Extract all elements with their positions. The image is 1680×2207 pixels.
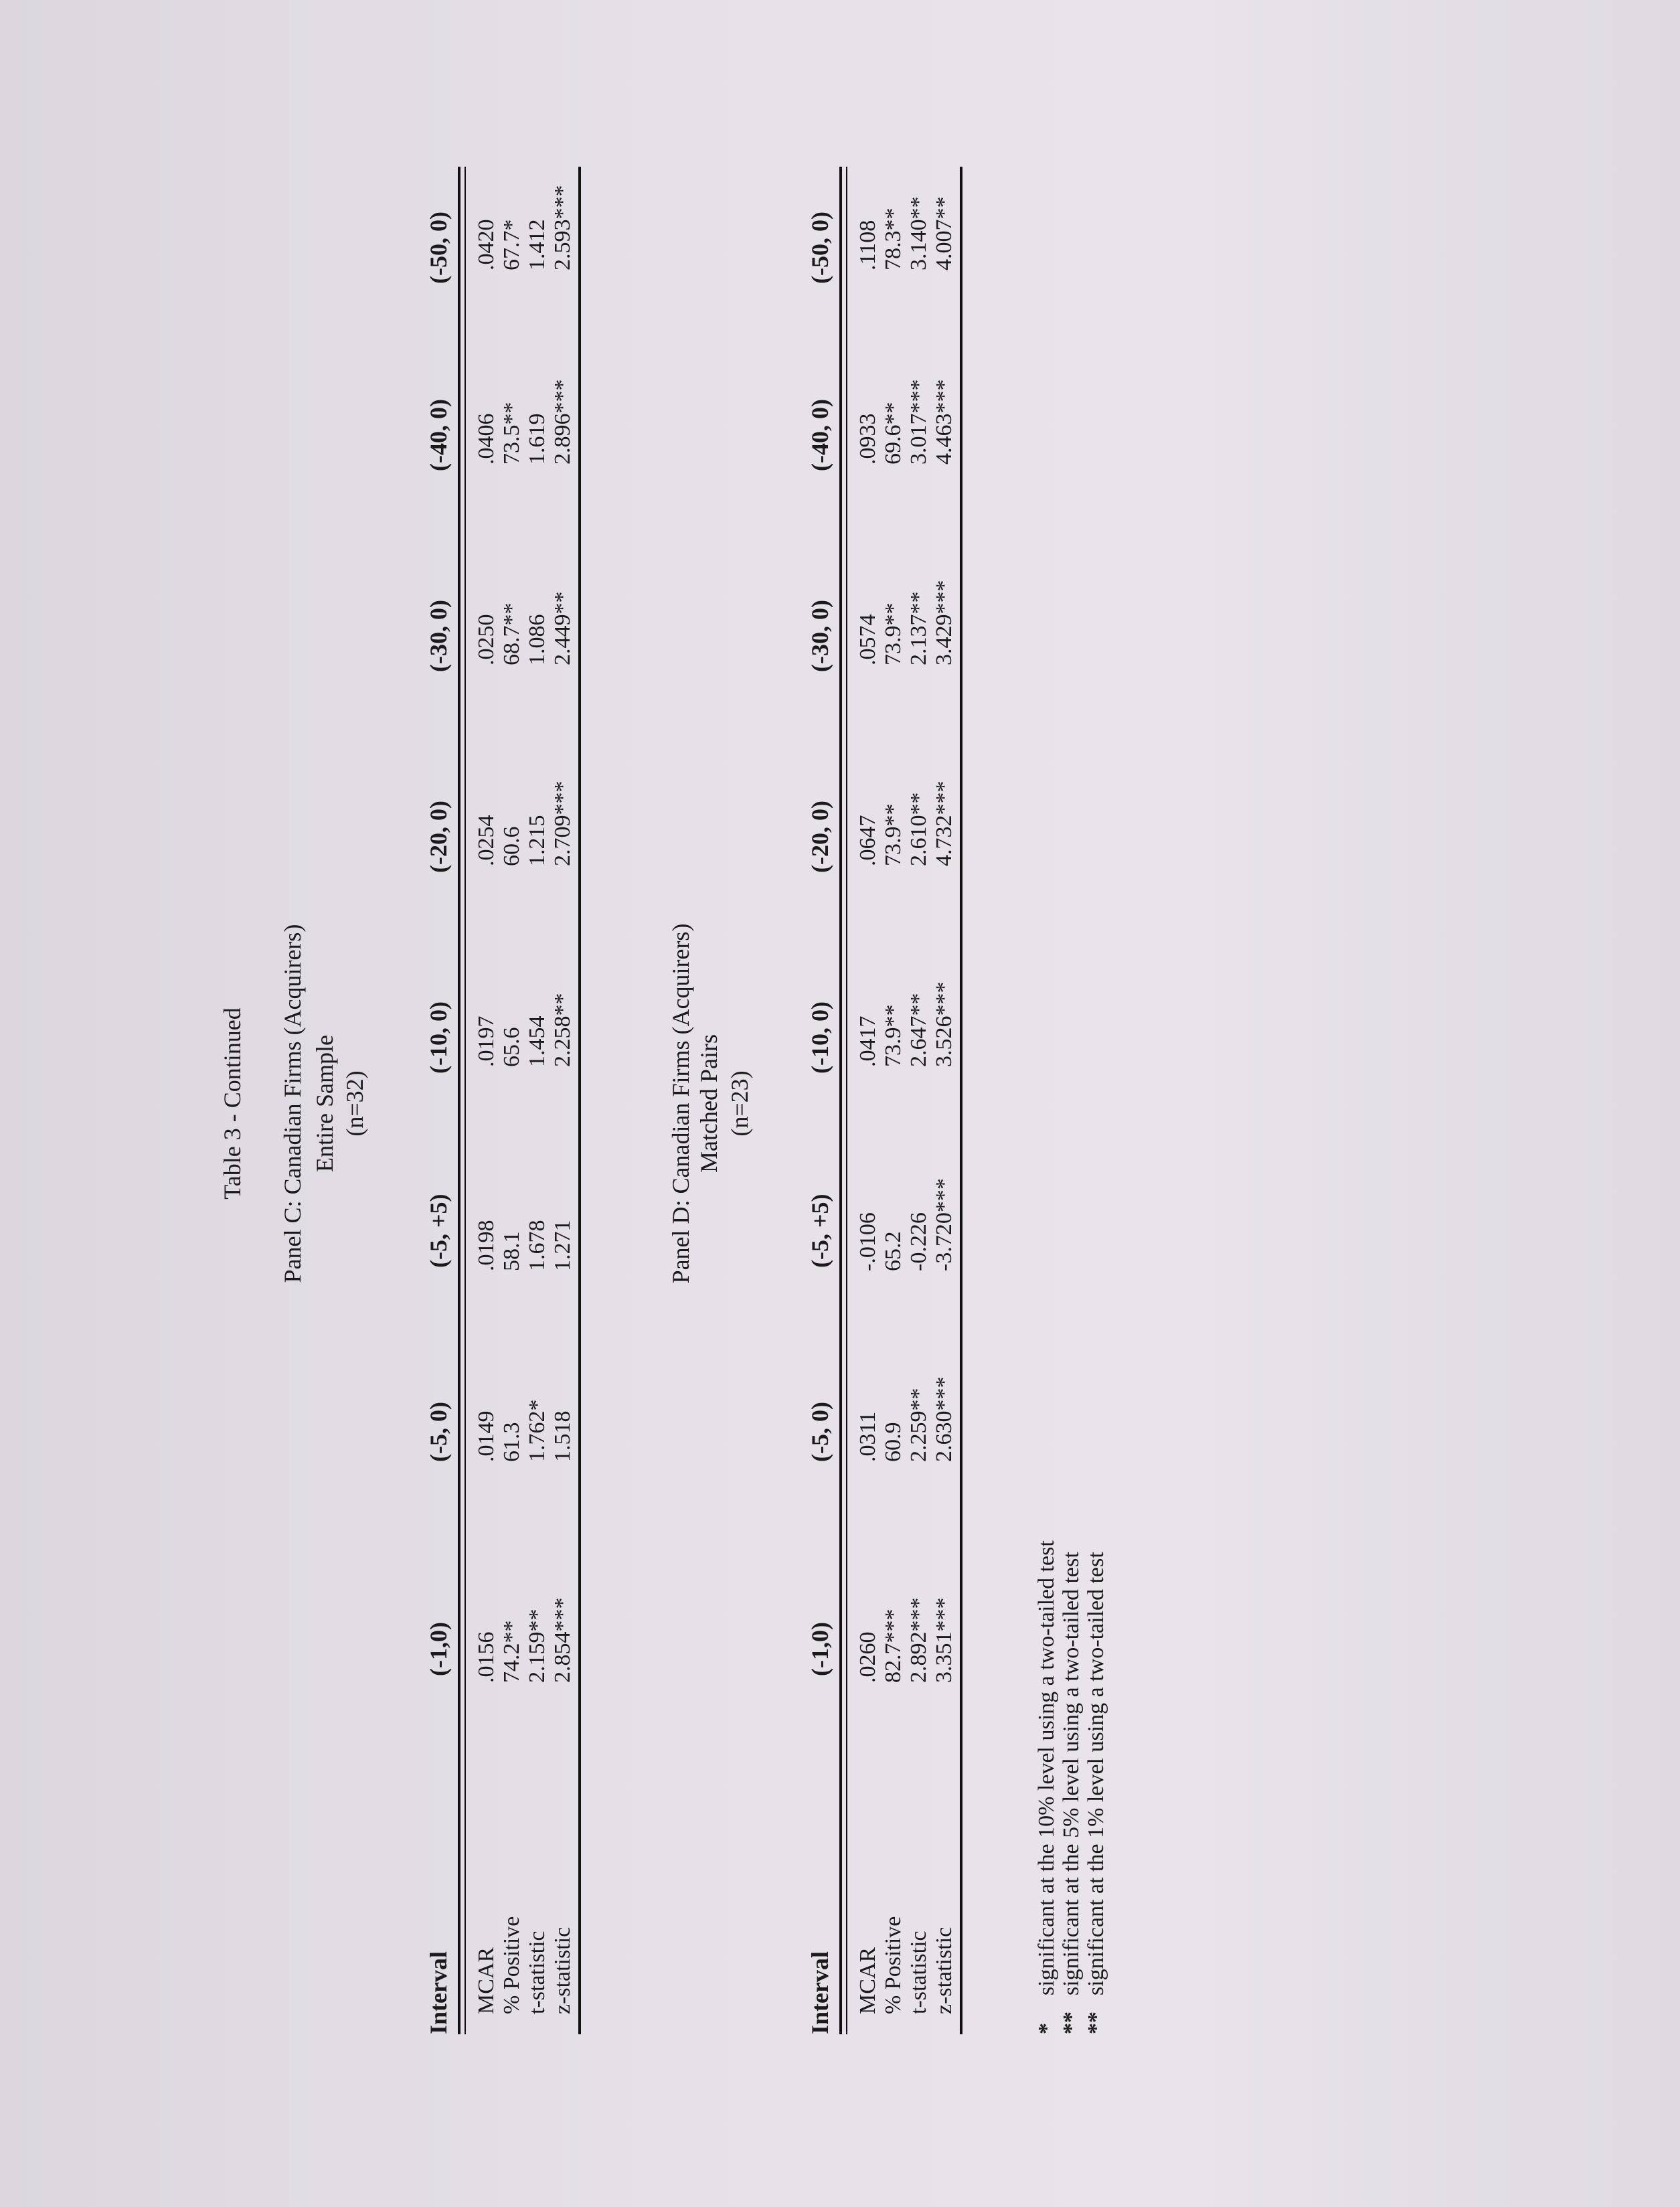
table-cell: 1.518	[550, 1410, 575, 1462]
table-cell: 4.463***	[932, 379, 956, 465]
table-cell: 58.1	[499, 1231, 524, 1271]
table-cell: 2.854***	[550, 1597, 575, 1683]
header-cell: (-5, +5)	[425, 1194, 452, 1268]
header-rule	[458, 167, 466, 2034]
table-cell: 3.429***	[932, 580, 956, 665]
table-cell: 2.892***	[906, 1597, 931, 1683]
table-title: Table 3 - Continued	[219, 1007, 246, 1200]
header-cell: (-10, 0)	[807, 1001, 833, 1074]
header-cell: (-30, 0)	[807, 600, 833, 672]
table-cell: 2.647**	[906, 993, 931, 1067]
row-label: t-statistic	[525, 1931, 550, 2014]
table-body	[466, 167, 576, 2034]
header-cell: (-40, 0)	[425, 399, 452, 471]
table-cell: 4.007**	[932, 196, 956, 270]
table-cell: 2.259**	[906, 1388, 931, 1462]
footnote-marker: **	[1084, 2012, 1108, 2034]
table-cell: 60.6	[499, 826, 524, 866]
significance-notes	[1034, 1540, 1108, 2034]
table-row	[525, 167, 550, 2034]
footnote-marker: *	[1034, 2023, 1059, 2034]
table-cell: 61.3	[499, 1422, 524, 1462]
table-cell: .0647	[855, 815, 880, 866]
footnote	[1059, 1540, 1084, 2034]
header-cell: (-5, +5)	[807, 1194, 833, 1268]
row-label: t-statistic	[906, 1931, 931, 2014]
table-cell: 73.5**	[499, 402, 524, 465]
footnote-text: significant at the 10% level using a two-tailed test	[1034, 1540, 1059, 1995]
footnote	[1034, 1540, 1059, 2034]
table-header-row	[802, 167, 839, 2034]
footnote	[1084, 1540, 1108, 2034]
panel-d-caption: Panel D: Canadian Firms (Acquirers)	[667, 923, 694, 1284]
bottom-rule	[960, 167, 962, 2034]
header-cell: (-10, 0)	[425, 1001, 452, 1074]
table-cell: -3.720***	[932, 1178, 956, 1271]
table-row	[499, 167, 525, 2034]
table-cell: 1.271	[550, 1220, 575, 1271]
table-cell: 73.9**	[881, 1004, 906, 1067]
table-cell: .0420	[474, 219, 499, 270]
table-cell: 2.630***	[932, 1376, 956, 1462]
table-cell: 1.412	[525, 219, 550, 270]
table-cell: 2.159**	[525, 1609, 550, 1683]
table-cell: 78.3**	[881, 208, 906, 270]
table-cell: 1.762*	[525, 1399, 550, 1462]
row-label: MCAR	[855, 1947, 880, 2014]
table-cell: .0250	[474, 614, 499, 665]
table-row	[474, 167, 499, 2034]
table-cell: .0417	[855, 1015, 880, 1067]
table-cell: .0406	[474, 413, 499, 465]
header-cell: Interval	[425, 1951, 452, 2034]
table-cell: 1.678	[525, 1220, 550, 1271]
footnote-text: significant at the 1% level using a two-tailed test	[1084, 1552, 1108, 1995]
table-row	[550, 167, 576, 2034]
row-label: % Positive	[499, 1916, 524, 2014]
table-cell: 60.9	[881, 1422, 906, 1462]
bottom-rule	[578, 167, 581, 2034]
panel-c-subtitle: Entire Sample	[311, 1035, 338, 1172]
panel-c-table	[420, 167, 581, 2034]
table-row	[881, 167, 906, 2034]
table-cell: 2.258**	[550, 993, 575, 1067]
table-cell: 3.526***	[932, 981, 956, 1067]
table-cell: .0156	[474, 1631, 499, 1683]
header-cell: (-30, 0)	[425, 600, 452, 672]
table-cell: 3.351***	[932, 1597, 956, 1683]
table-row	[855, 167, 881, 2034]
table-cell: .1108	[855, 220, 880, 270]
table-cell: 73.9**	[881, 602, 906, 665]
table-cell: .0574	[855, 614, 880, 665]
header-cell: Interval	[807, 1951, 833, 2034]
table-cell: 2.593***	[550, 185, 575, 270]
header-rule	[839, 167, 847, 2034]
row-label: z-statistic	[932, 1927, 956, 2014]
table-header-row	[420, 167, 458, 2034]
row-label: MCAR	[474, 1947, 499, 2014]
header-cell: (-5, 0)	[425, 1402, 452, 1462]
table-cell: 73.9**	[881, 803, 906, 866]
header-cell: (-50, 0)	[807, 212, 833, 284]
table-cell: .0933	[855, 413, 880, 465]
table-row	[932, 167, 957, 2034]
table-cell: 65.2	[881, 1231, 906, 1271]
table-cell: 3.140**	[906, 196, 931, 270]
table-cell: 74.2**	[499, 1620, 524, 1683]
header-cell: (-40, 0)	[807, 399, 833, 471]
panel-d-sample-size: (n=23)	[726, 1070, 753, 1137]
table-cell: 2.137**	[906, 591, 931, 665]
table-cell: 3.017***	[906, 379, 931, 465]
table-cell: 1.619	[525, 413, 550, 465]
footnote-text: significant at the 5% level using a two-tailed test	[1059, 1552, 1084, 1995]
panel-d-table	[802, 167, 962, 2034]
table-cell: 69.6**	[881, 402, 906, 465]
header-cell: (-20, 0)	[807, 801, 833, 873]
header-cell: (-1,0)	[807, 1622, 833, 1676]
table-cell: -0.226	[906, 1212, 931, 1271]
header-cell: (-20, 0)	[425, 801, 452, 873]
panel-c-caption: Panel C: Canadian Firms (Acquirers)	[279, 924, 306, 1283]
table-cell: 1.454	[525, 1015, 550, 1067]
table-cell: 1.086	[525, 614, 550, 665]
row-label: % Positive	[881, 1916, 906, 2014]
table-cell: 82.7***	[881, 1609, 906, 1683]
table-cell: 1.215	[525, 815, 550, 866]
panel-c-sample-size: (n=32)	[341, 1070, 368, 1137]
table-cell: 2.709***	[550, 781, 575, 866]
table-body	[847, 167, 957, 2034]
footnote-marker: **	[1059, 2012, 1084, 2034]
table-cell: 67.7*	[499, 219, 524, 270]
table-cell: .0149	[474, 1410, 499, 1462]
table-cell: .0198	[474, 1220, 499, 1271]
table-cell: 2.449**	[550, 591, 575, 665]
table-cell: .0197	[474, 1015, 499, 1067]
header-cell: (-50, 0)	[425, 212, 452, 284]
row-label: z-statistic	[550, 1927, 575, 2014]
table-cell: 65.6	[499, 1027, 524, 1067]
table-cell: .0260	[855, 1631, 880, 1683]
table-cell: 68.7**	[499, 602, 524, 665]
panel-d-subtitle: Matched Pairs	[695, 1034, 722, 1173]
header-cell: (-5, 0)	[807, 1402, 833, 1462]
table-cell: -.0106	[855, 1212, 880, 1271]
table-row	[906, 167, 932, 2034]
table-cell: .0254	[474, 815, 499, 866]
table-cell: 4.732***	[932, 781, 956, 866]
header-cell: (-1,0)	[425, 1622, 452, 1676]
table-cell: 2.610**	[906, 792, 931, 866]
table-cell: 2.896***	[550, 379, 575, 465]
table-cell: .0311	[855, 1411, 880, 1462]
